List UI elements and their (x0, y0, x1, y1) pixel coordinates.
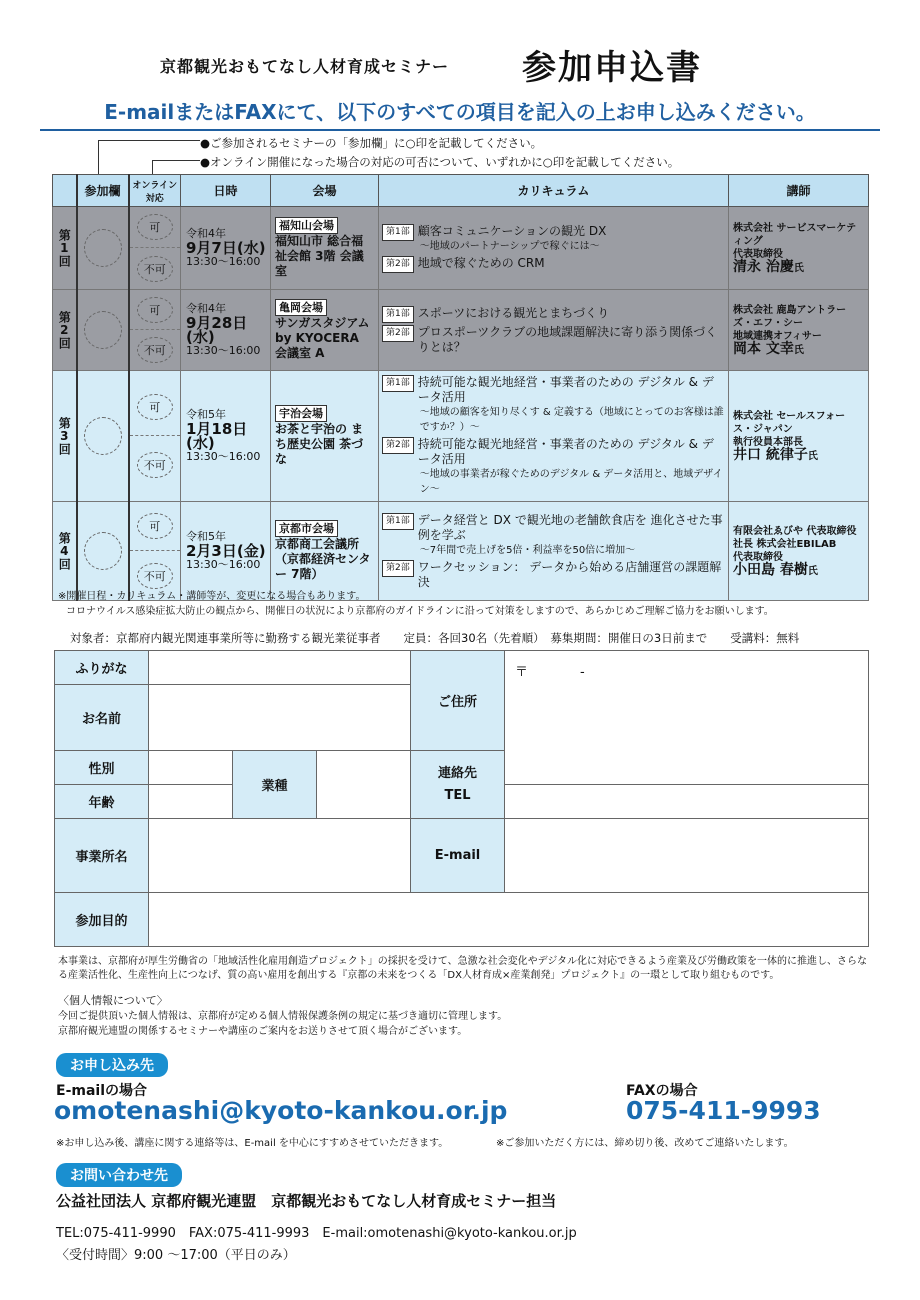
name-field[interactable] (149, 685, 411, 751)
part-1-label: 第1部 (382, 224, 414, 241)
inquiry-org: 公益社団法人 京都府観光連盟 京都観光おもてなし人材育成セミナー担当 (56, 1192, 557, 1210)
email-field[interactable] (505, 819, 869, 893)
lecturer-name: 清永 治慶 (733, 258, 794, 275)
purpose-field[interactable] (149, 893, 869, 947)
part-2-sub: ～地域の事業者が稼ぐためのデジタル & データ活用と、地域デザイン～ (419, 469, 723, 495)
header-online: オンライン対応 (129, 175, 181, 207)
session-row (53, 290, 869, 371)
attend-check-cell[interactable] (77, 502, 129, 601)
header-curriculum: カリキュラム (379, 175, 729, 207)
part-1-label: 第1部 (382, 375, 414, 392)
part-1-title: データ経営と DX で観光地の老舗飲食店を 進化させた事例を学ぶ (417, 512, 723, 542)
lecturer-honorific: 氏 (807, 450, 818, 462)
attend-circle[interactable] (84, 417, 122, 455)
part-2-label: 第2部 (382, 325, 414, 342)
part-1-sub: ～7年間で売上げを5倍・利益率を50倍に増加～ (419, 544, 636, 556)
inquiry-contact: TEL:075-411-9990 FAX:075-411-9993 E-mail:omotenashi@kyoto-kankou.or.jp (56, 1226, 577, 1241)
apply-badge: お申し込み先 (56, 1053, 168, 1077)
date-era: 令和4年 (186, 227, 226, 240)
lecturer-role: 代表取締役 (733, 551, 783, 563)
lecturer-name: 井口 統律子 (733, 446, 808, 463)
apply-fax-label: FAXの場合 (626, 1083, 698, 1099)
part-1-title: 持続可能な観光地経営・事業者のための デジタル & データ活用 (417, 375, 714, 404)
session-row (53, 207, 869, 290)
part-2-label: 第2部 (382, 256, 414, 273)
lecturer-role: 代表取締役 (733, 248, 783, 260)
lecturer-company: 株式会社 鹿島アントラーズ・エフ・シー (733, 304, 847, 329)
lecturer-name: 小田島 春樹 (733, 561, 808, 578)
session-date (181, 290, 271, 371)
attend-check-cell[interactable] (77, 207, 129, 290)
date-main: 9月28日(水) (186, 314, 248, 346)
venue-tag: 宇治会場 (275, 405, 327, 422)
schedule-table (52, 174, 869, 601)
part-2-title: 持続可能な観光地経営・事業者のための デジタル & データ活用 (417, 437, 714, 466)
date-time: 13:30～16:00 (186, 255, 261, 268)
online-no[interactable] (130, 330, 181, 370)
date-time: 13:30～16:00 (186, 344, 261, 357)
purpose-label: 参加目的 (55, 893, 149, 947)
online-no[interactable] (130, 248, 181, 289)
gender-field[interactable] (149, 751, 233, 785)
venue-tag: 福知山会場 (275, 217, 338, 234)
name-label: お名前 (55, 685, 149, 751)
online-no-label: 不可 (137, 337, 173, 363)
apply-email-label: E-mailの場合 (56, 1083, 148, 1099)
form-title: 参加申込書 (522, 48, 702, 88)
session-lecturer (729, 502, 869, 601)
header-venue: 会場 (271, 175, 379, 207)
contact-label-text: 連絡先 (438, 765, 478, 781)
session-venue (271, 207, 379, 290)
online-yes-label: 可 (137, 513, 173, 539)
privacy-line-2: 京都府観光連盟の関係するセミナーや講座のご案内をお送りさせて頂く場合がございます。 (58, 1026, 468, 1037)
part-1-sub: ～地域のパートナーシップで稼ぐには～ (419, 240, 600, 252)
online-no-label: 不可 (137, 256, 173, 282)
session-curriculum (379, 207, 729, 290)
project-text: 本事業は、京都府が厚生労働省の「地域活性化雇用創造プロジェクト」の採択を受けて、急激な社会変化やデジタル化に対応できるよう産業及び労働政策を一体的に推進し、さらなる産業活性化、生産性向上につなげ、質の高い雇用を創出する『京都の未来をつくる「DX人材育成×産業創発」プロジェクト』の一環として取り組むものです。 (58, 956, 867, 981)
session-lecturer (729, 290, 869, 371)
address-field[interactable] (505, 651, 869, 785)
session-lecturer (729, 371, 869, 502)
date-time: 13:30～16:00 (186, 450, 261, 463)
lecturer-name: 岡本 文幸 (733, 340, 794, 357)
subtitle: E-mailまたはFAXにて、以下のすべての項目を記入の上お申し込みください。 (40, 96, 880, 131)
session-lecturer (729, 207, 869, 290)
attend-circle[interactable] (84, 532, 122, 570)
venue-name: 京都商工会議所 （京都経済センター 7階） (275, 537, 371, 581)
header-lecturer: 講師 (729, 175, 869, 207)
session-date (181, 502, 271, 601)
date-main: 2月3日(金) (186, 542, 266, 560)
contact-label (411, 751, 505, 819)
note-change: ※開催日程・カリキュラム・講師等が、変更になる場合もあります。 (58, 591, 366, 602)
header-date: 日時 (181, 175, 271, 207)
venue-name: サンガスタジアム by KYOCERA 会議室 A (275, 316, 370, 360)
gender-label: 性別 (55, 751, 149, 785)
address-label: ご住所 (411, 651, 505, 751)
tel-field[interactable] (505, 785, 869, 819)
lecturer-honorific: 氏 (793, 344, 804, 356)
attend-circle[interactable] (84, 229, 122, 267)
instruction-1: ●ご参加されるセミナーの「参加欄」に○印を記載してください。 (200, 136, 543, 150)
session-number: 第4回 (53, 502, 77, 601)
online-yes-label: 可 (137, 297, 173, 323)
online-no-label: 不可 (137, 563, 173, 589)
part-2-label: 第2部 (382, 437, 414, 454)
online-yes-label: 可 (137, 214, 173, 240)
lecturer-company: 有限会社ゑびや 代表取締役社長 株式会社EBILAB (733, 525, 857, 550)
attend-circle[interactable] (84, 311, 122, 349)
seminar-title: 京都観光おもてなし人材育成セミナー (160, 57, 450, 76)
date-era: 令和4年 (186, 302, 226, 315)
lecturer-honorific: 氏 (807, 565, 818, 577)
application-form (54, 650, 869, 947)
email-label: E-mail (411, 819, 505, 893)
session-venue (271, 290, 379, 371)
session-number: 第3回 (53, 371, 77, 502)
attend-check-cell[interactable] (77, 290, 129, 371)
header-attend: 参加欄 (77, 175, 129, 207)
date-era: 令和5年 (186, 530, 226, 543)
part-2-label: 第2部 (382, 560, 414, 577)
lecturer-company: 株式会社 サービスマーケティング (733, 222, 857, 247)
part-1-label: 第1部 (382, 306, 414, 323)
age-label: 年齢 (55, 785, 149, 819)
part-1-title: スポーツにおける観光とまちづくり (417, 305, 610, 320)
session-curriculum (379, 502, 729, 601)
part-1-label: 第1部 (382, 513, 414, 530)
session-venue (271, 502, 379, 601)
apply-note-2: ※ご参加いただく方には、締め切り後、改めてご連絡いたします。 (496, 1138, 794, 1149)
online-yes[interactable] (130, 378, 181, 436)
online-yes[interactable] (130, 207, 181, 248)
postal-mark: 〒 - (515, 665, 585, 680)
session-date (181, 207, 271, 290)
apply-email[interactable]: omotenashi@kyoto-kankou.or.jp (54, 1096, 508, 1125)
session-date (181, 371, 271, 502)
header-blank (53, 175, 77, 207)
venue-name: 福知山市 総合福祉会館 3階 会議室 (275, 234, 364, 278)
tel-label: TEL (444, 787, 471, 803)
lecturer-role: 執行役員本部長 (733, 436, 803, 448)
apply-fax: 075-411-9993 (626, 1096, 821, 1125)
part-1-title: 顧客コミュニケーションの観光 DX (417, 223, 607, 238)
inquiry-badge: お問い合わせ先 (56, 1163, 182, 1187)
session-curriculum (379, 290, 729, 371)
part-2-title: プロスポーツクラブの地域課題解決に寄り添う関係づくりとは？ (417, 324, 718, 354)
venue-tag: 京都市会場 (275, 520, 338, 537)
session-number: 第1回 (53, 207, 77, 290)
office-label: 事業所名 (55, 819, 149, 893)
date-time: 13:30～16:00 (186, 558, 261, 571)
part-2-title: 地域で稼ぐための CRM (417, 255, 545, 270)
session-row (53, 371, 869, 502)
instruction-2: ●オンライン開催になった場合の対応の可否について、いずれかに○印を記載してください。 (200, 155, 680, 169)
online-no[interactable] (130, 436, 181, 494)
note-covid: コロナウイルス感染症拡大防止の観点から、開催日の状況により京都府のガイドラインに沿って対策をしますので、あらかじめご理解ご協力をお願いします。 (66, 606, 774, 617)
online-no-label: 不可 (137, 452, 173, 478)
indicator-line-2 (152, 160, 200, 174)
session-curriculum (379, 371, 729, 502)
online-yes-label: 可 (137, 394, 173, 420)
online-yes[interactable] (130, 502, 181, 551)
lecturer-role: 地域連携オフィサー (733, 330, 822, 342)
venue-tag: 亀岡会場 (275, 299, 327, 316)
lecturer-company: 株式会社 セールスフォース・ジャパン (733, 410, 846, 435)
online-yes[interactable] (130, 290, 181, 330)
date-main: 9月7日(水) (186, 239, 266, 257)
industry-label: 業種 (233, 751, 317, 819)
lecturer-honorific: 氏 (793, 262, 804, 274)
part-1-sub: ～地域の顧客を知り尽くす & 定義する（地域にとってのお客様は誰ですか？）～ (419, 407, 724, 433)
session-row (53, 502, 869, 601)
apply-note-1: ※お申し込み後、講座に関する連絡等は、E-mail を中心にすすめさせていただきます。 (56, 1138, 449, 1149)
furigana-field[interactable] (149, 651, 411, 685)
inquiry-hours: 〈受付時間〉9:00 ～17:00（平日のみ） (56, 1248, 296, 1263)
attend-check-cell[interactable] (77, 371, 129, 502)
privacy-heading: 〈個人情報について〉 (58, 994, 168, 1007)
furigana-label: ふりがな (55, 651, 149, 685)
age-field[interactable] (149, 785, 233, 819)
date-main: 1月18日(水) (186, 420, 248, 452)
venue-name: お茶と宇治の まち歴史公園 茶づな (275, 422, 364, 466)
conditions: 対象者：京都府内観光関連事業所等に勤務する観光業従事者 定員：各回30名（先着順） 募集期間：開催日の3日前まで 受講料：無料 (70, 631, 800, 645)
privacy-line-1: 今回ご提供頂いた個人情報は、京都府が定める個人情報保護条例の規定に基づき適切に管理します。 (58, 1011, 508, 1022)
session-number: 第2回 (53, 290, 77, 371)
office-field[interactable] (149, 819, 411, 893)
part-2-title: ワークセッション： データから始める店舗運営の課題解決 (417, 559, 722, 589)
date-era: 令和5年 (186, 408, 226, 421)
industry-field[interactable] (317, 751, 411, 819)
session-venue (271, 371, 379, 502)
